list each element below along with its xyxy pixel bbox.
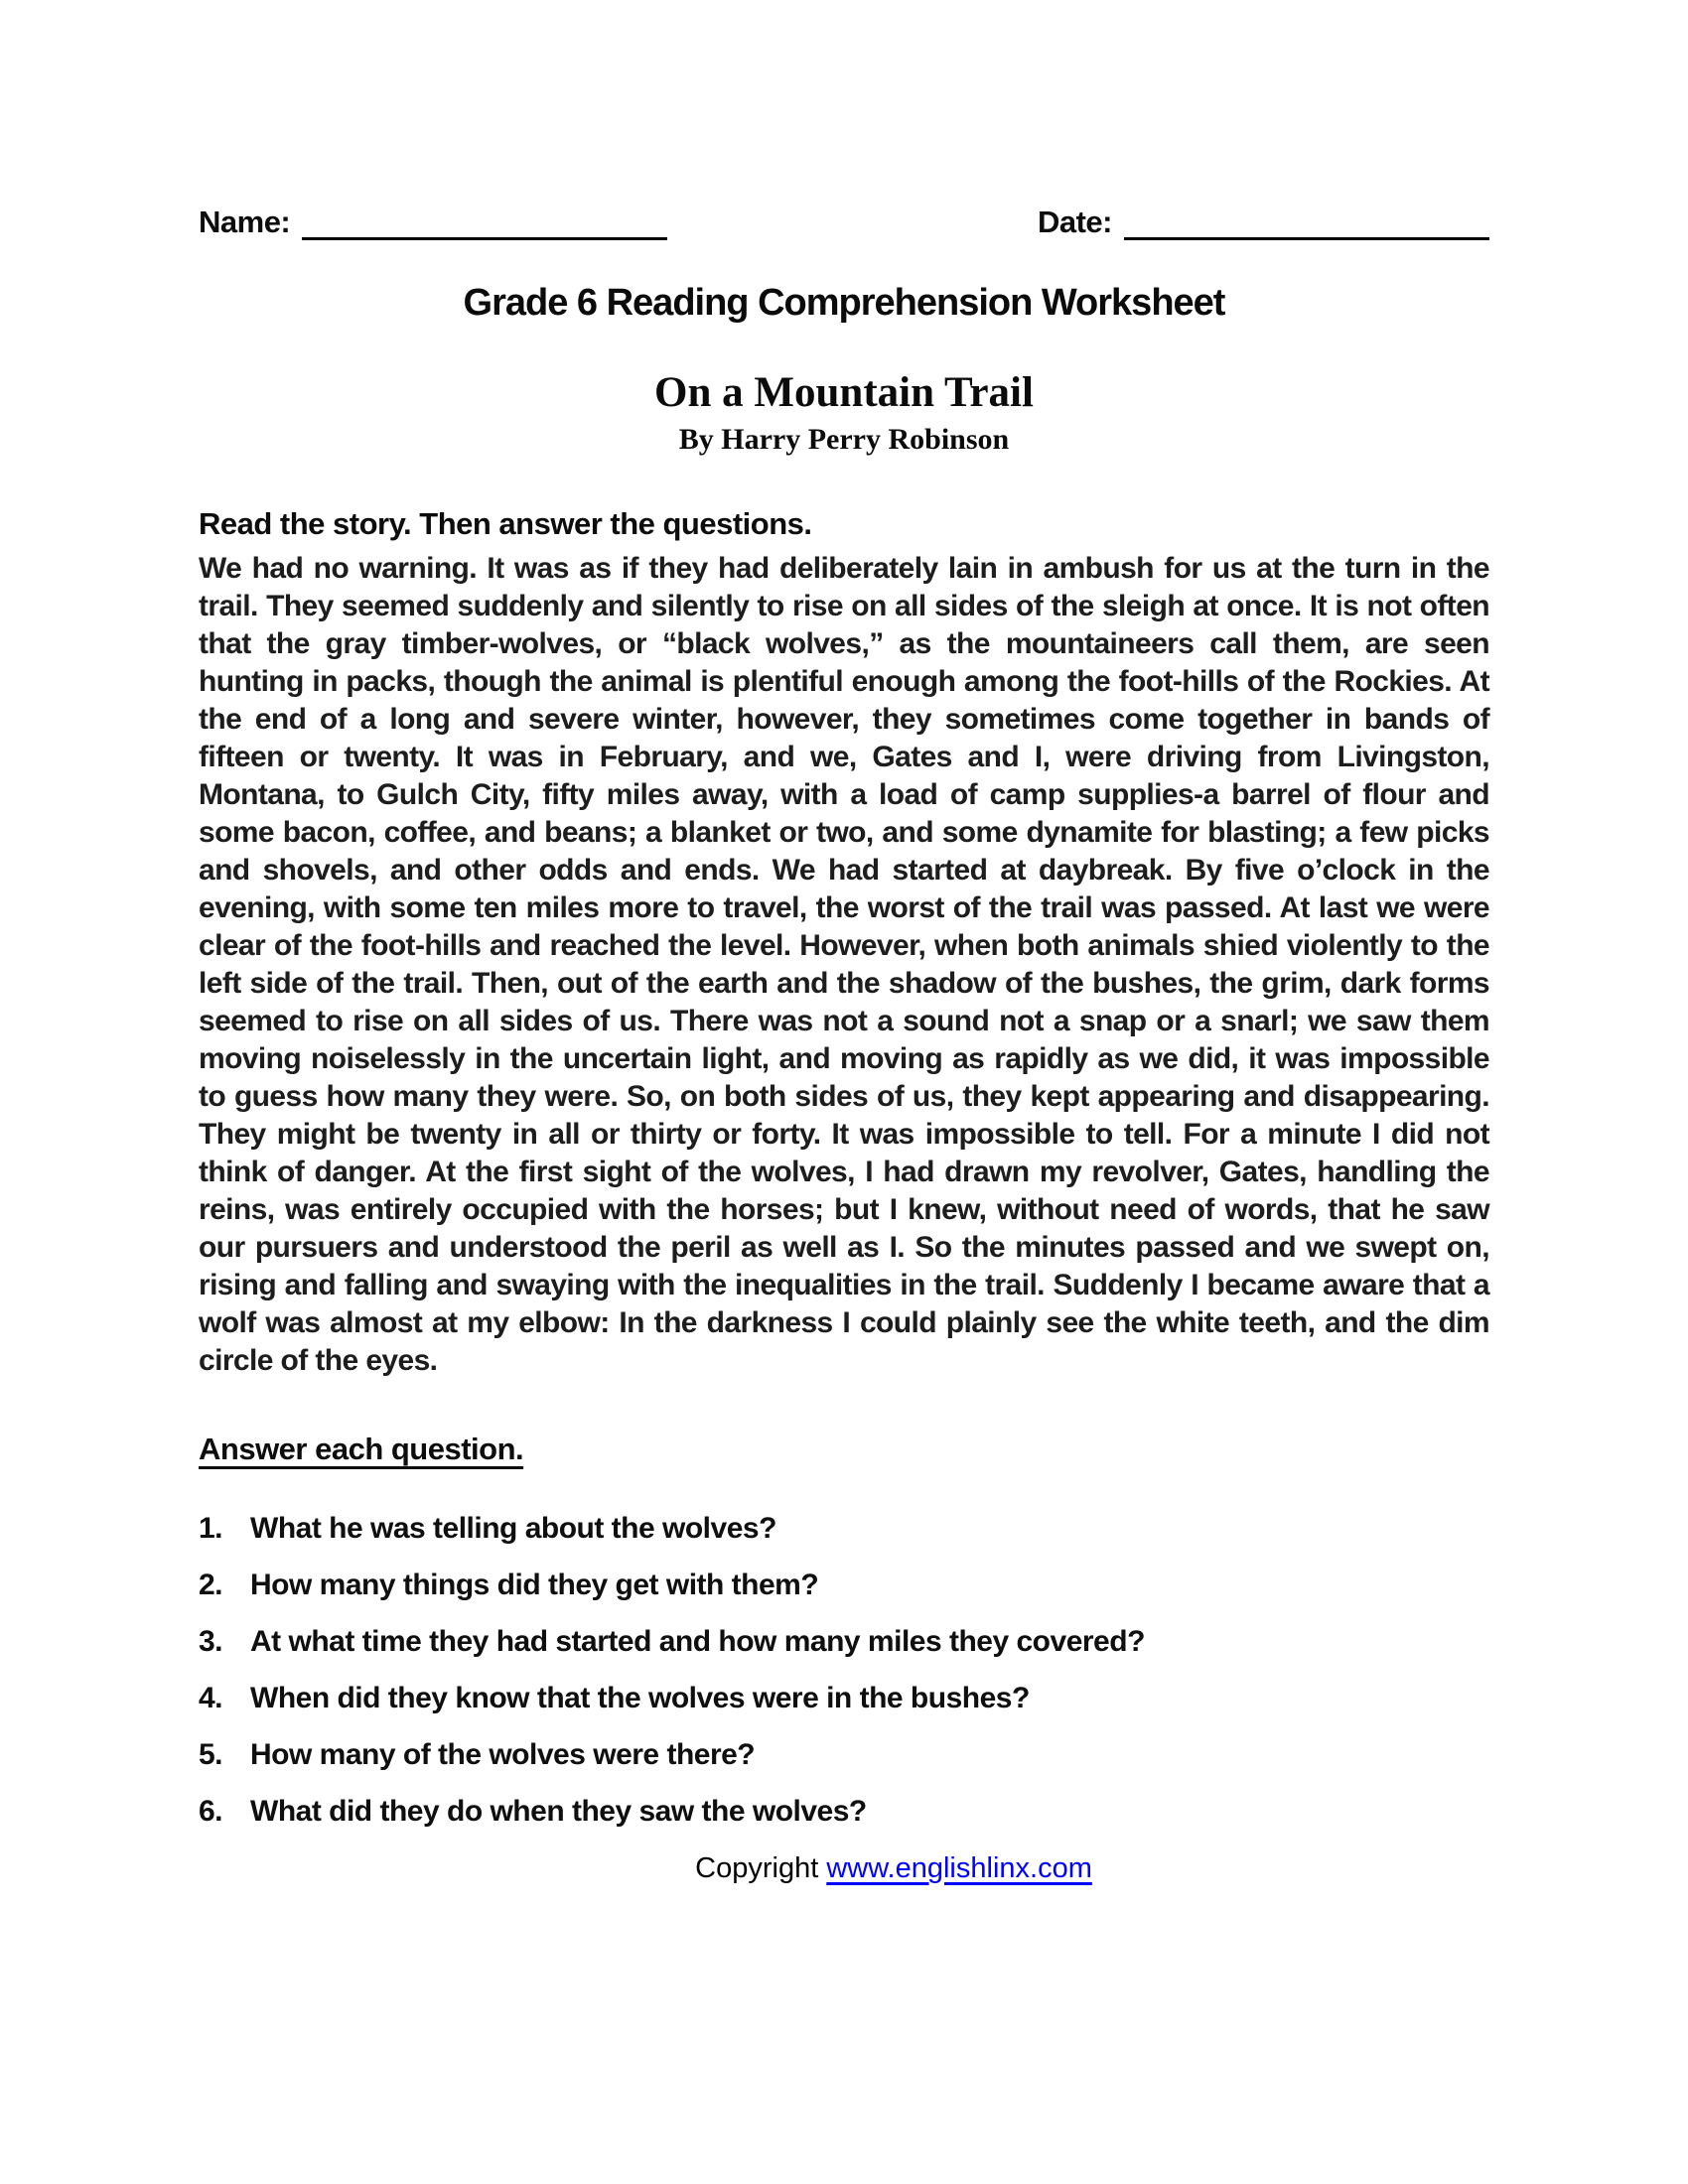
copyright-line [199,1852,1489,1885]
question-text: What he was telling about the wolves? [250,1512,776,1545]
name-label: Name: [199,205,291,239]
question-number: 4. [199,1682,223,1714]
story-title: On a Mountain Trail [654,369,1034,416]
question-number: 3. [199,1625,223,1658]
question-number: 2. [199,1569,223,1601]
question-text: When did they know that the wolves were in the bushes? [250,1682,1030,1714]
question-text: At what time they had started and how many miles they covered? [250,1625,1145,1658]
question-item-1 [199,1513,1489,1544]
questions-heading: Answer each question. [199,1432,524,1466]
question-item-6 [199,1796,1489,1827]
story-text: We had no warning. It was as if they had deliberately lain in ambush for us at the turn in the trail. They seemed suddenly and silently to rise on all sides of the sleigh at once. It is not often that the gray timber-wolves, or “black wolves,” as the mountaineers call them, are seen hunting in packs, though the animal is plentiful enough among the foot-hills of the Rockies. At the end of a long and severe winter, however, they sometimes come together in bands of fifteen or twenty. It was in February, and we, Gates and I, were driving from Livingston, Montana, to Gulch City, fifty miles away, with a load of camp supplies-a barrel of flour and some bacon, coffee, and beans; a blanket or two, and some dynamite for blasting; a few picks and shovels, and other odds and ends. We had started at daybreak. By five o’clock in the evening, with some ten miles more to travel, the worst of the trail was passed. At last we were clear of the foot-hills and reached the level. However, when both animals shied violently to the left side of the trail. Then, out of the earth and the shadow of the bushes, the grim, dark forms seemed to rise on all sides of us. There was not a sound not a snap or a snarl; we saw them moving noiselessly in the uncertain light, and moving as rapidly as we did, it was impossible to guess how many they were. So, on both sides of us, they kept appearing and disappearing. They might be twenty in all or thirty or forty. It was impossible to tell. For a minute I did not think of danger. At the first sight of the wolves, I had drawn my revolver, Gates, handling the reins, was entirely occupied with the horses; but I knew, without need of words, that he saw our pursuers and understood the peril as well as I. So the minutes passed and we swept on, rising and falling and swaying with the inequalities in the trail. Suddenly I became aware that a wolf was almost at my elbow: In the darkness I could plainly see the white teeth, and the dim circle of the eyes. [199,552,1489,1377]
questions-list [199,1513,1489,1827]
copyright-link[interactable]: www.englishlinx.com [826,1852,1092,1884]
name-blank-line [302,205,667,240]
date-label: Date: [1037,205,1112,239]
question-item-3 [199,1626,1489,1657]
question-number: 1. [199,1512,223,1545]
question-text: How many things did they get with them? [250,1569,819,1601]
question-text: How many of the wolves were there? [250,1738,756,1771]
name-field [199,205,667,240]
question-item-5 [199,1739,1489,1770]
copyright-label: Copyright [695,1852,827,1884]
question-number: 5. [199,1738,223,1771]
name-date-row [199,205,1489,240]
worksheet-title: Grade 6 Reading Comprehension Worksheet [463,282,1225,324]
instructions-line: Read the story. Then answer the questions. [199,506,812,541]
question-item-2 [199,1570,1489,1600]
question-item-4 [199,1683,1489,1713]
question-number: 6. [199,1795,223,1828]
date-blank-line [1124,205,1489,240]
date-field [1038,205,1489,240]
question-text: What did they do when they saw the wolves? [250,1795,867,1828]
story-author: By Harry Perry Robinson [678,423,1010,456]
